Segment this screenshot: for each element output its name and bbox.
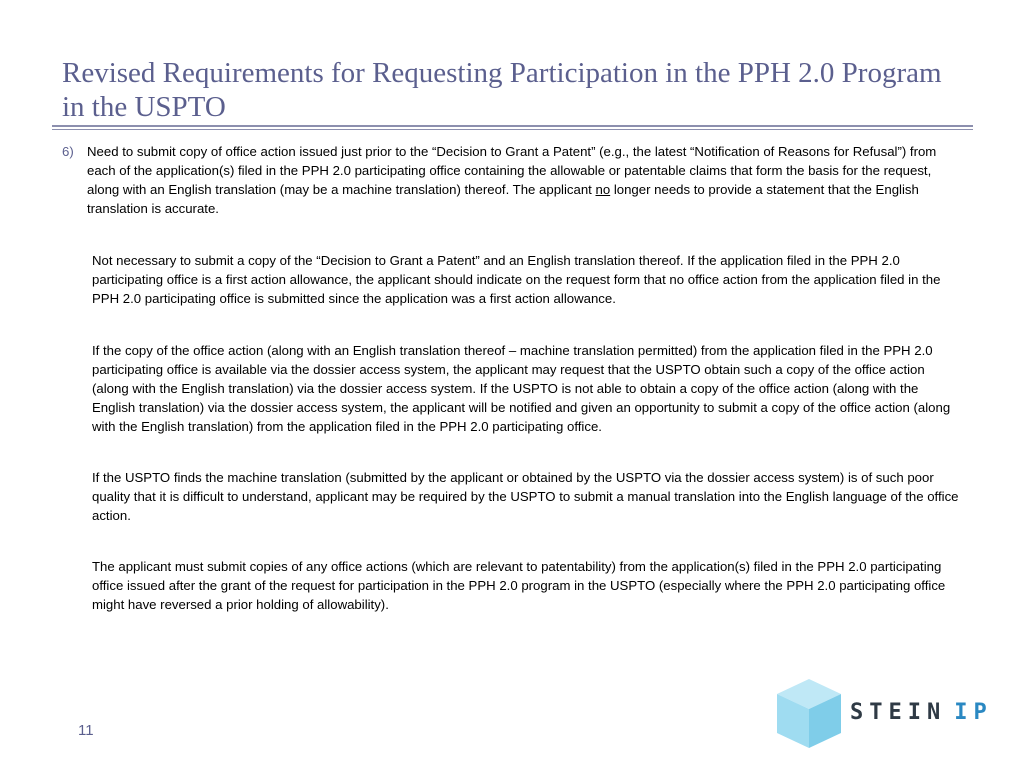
item-text-underlined: no xyxy=(595,182,611,197)
slide-title: Revised Requirements for Requesting Participation in the PPH 2.0 Program in the USPTO xyxy=(62,57,942,123)
title-divider xyxy=(52,125,973,127)
logo-word-ip: IP xyxy=(954,700,993,725)
paragraph-machine-translation: If the USPTO finds the machine translation (submitted by the applicant or obtained by the USPTO via the dossier access system) is of such poor quality that it is difficult to understand, applicant may be required by the USPTO to submit a manual translation into the English language of the office action. xyxy=(92,470,959,523)
logo-word-stein: STEIN xyxy=(850,700,947,725)
page-number: 11 xyxy=(78,722,94,739)
item-text-after: longer needs to provide a statement that the English translation is accurate. xyxy=(87,182,919,216)
item-text xyxy=(87,142,962,218)
paragraph-dossier-access: If the copy of the office action (along with an English translation thereof – machine translation permitted) from the application filed in the PPH 2.0 participating office is available via the dossier access system, the applicant may request that the USPTO obtain such a copy of the office action (along with the English translation) via the dossier access system. If the USPTO is not able to obtain a copy of the office action (along with the English translation) via the dossier access system, the applicant will be notified and given an opportunity to submit a copy of the office action (along with the English translation) from the application filed in the PPH 2.0 participating office. xyxy=(92,343,951,434)
numbered-item xyxy=(62,142,962,218)
paragraph-first-action-allowance: Not necessary to submit a copy of the “Decision to Grant a Patent” and an English translation thereof. If the application filed in the PPH 2.0 participating office is a first action allowance, the applicant should indicate on the request form that no office action from the application filed in the PPH 2.0 participating office is submitted since the application was a first action allowance. xyxy=(92,253,941,306)
company-logo-text xyxy=(850,700,993,725)
paragraph-subsequent-office-actions: The applicant must submit copies of any office actions (which are relevant to patentability) from the application(s) filed in the PPH 2.0 participating office issued after the grant of the request for participation in the PPH 2.0 program in the USPTO (especially where the PPH 2.0 participating office might have reversed a prior holding of allowability). xyxy=(92,559,946,612)
title-divider-thin xyxy=(52,129,973,130)
item-number: 6) xyxy=(62,144,74,159)
item-text-before: Need to submit copy of office action issued just prior to the “Decision to Grant a Patent” (e.g., the latest “Notification of Reasons for Refusal”) from each of the application(s) filed in the PPH 2.0 participating office containing the allowable or patentable claims that form the basis for the request, along with an English translation (may be a machine translation) thereof. The applicant xyxy=(87,144,937,197)
